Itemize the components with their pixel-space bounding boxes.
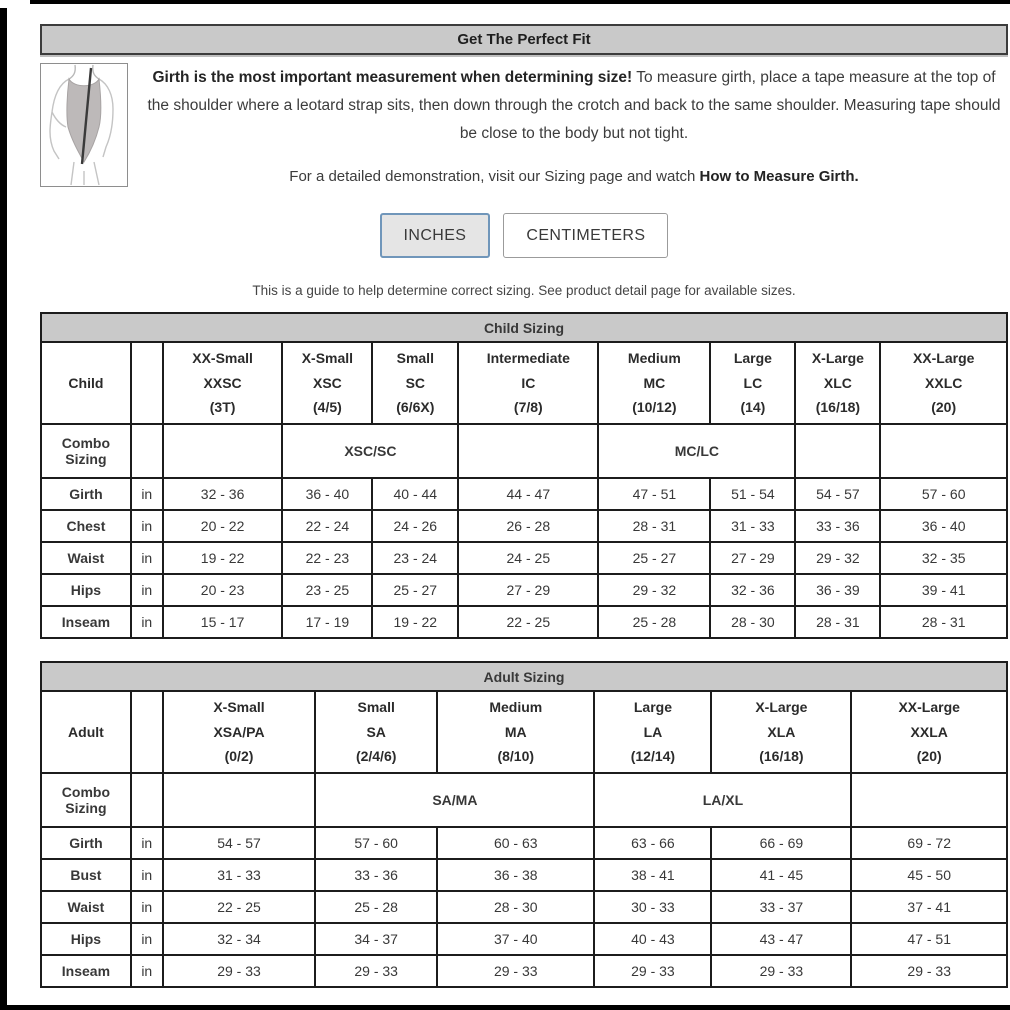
measure-value: 40 - 43 [594,923,711,955]
combo-unit-cell [131,773,163,827]
intro-section [40,63,1008,187]
size-header-row [41,342,1007,424]
combo-row-label: Combo Sizing [41,424,131,478]
measure-value: 19 - 22 [372,606,458,638]
measure-value: 60 - 63 [437,827,594,859]
leotard-illustration-icon [41,64,127,186]
combo-span-cell: MC/LC [598,424,795,478]
measure-value: 37 - 40 [437,923,594,955]
measure-value: 54 - 57 [795,478,880,510]
window-border-bottom [0,1005,1010,1010]
size-header-name: Small [396,350,434,367]
size-header-sizes: (4/5) [313,399,342,416]
window-border-left [0,8,7,1010]
table-row [41,542,1007,574]
girth-instructions-lead: Girth is the most important measurement when determining size! [152,69,633,86]
size-header-name: X-Small [301,350,354,367]
measure-row-label: Waist [41,542,131,574]
size-header-name: Medium [489,699,543,716]
table-row [41,955,1007,987]
measure-value: 44 - 47 [458,478,598,510]
table-row [41,827,1007,859]
size-header-sizes: (3T) [209,399,236,416]
measure-value: 24 - 26 [372,510,458,542]
unit-cell: in [131,891,163,923]
measure-value: 22 - 23 [282,542,372,574]
measure-value: 24 - 25 [458,542,598,574]
size-header-code: IC [521,374,536,391]
size-header-sizes: (20) [916,748,942,765]
measure-value: 25 - 27 [598,542,710,574]
intro-text-column [140,63,1008,187]
measure-value: 28 - 30 [710,606,795,638]
measure-value: 26 - 28 [458,510,598,542]
size-header-sizes: (16/18) [815,399,861,416]
measure-value: 29 - 33 [711,955,851,987]
size-header-sizes: (16/18) [759,748,804,765]
combo-span-cell [163,773,316,827]
size-header-row [41,691,1007,773]
size-header-name: XX-Small [192,350,253,367]
measure-value: 25 - 28 [598,606,710,638]
measure-value: 32 - 36 [710,574,795,606]
unit-column-header [131,691,163,773]
size-column-header [598,342,710,424]
size-header-sizes: (14) [740,399,766,416]
measure-value: 36 - 40 [880,510,1007,542]
measure-value: 29 - 33 [594,955,711,987]
measure-value: 32 - 36 [163,478,283,510]
unit-cell: in [131,859,163,891]
measure-value: 32 - 34 [163,923,316,955]
size-column-header [880,342,1007,424]
size-header-code: MC [643,374,666,391]
demo-note-bold: How to Measure Girth. [699,167,859,185]
measure-value: 47 - 51 [598,478,710,510]
measure-value: 29 - 33 [437,955,594,987]
measure-value: 57 - 60 [880,478,1007,510]
child-sizing-table [40,312,1008,639]
size-column-header [282,342,372,424]
unit-cell: in [131,542,163,574]
measure-value: 20 - 23 [163,574,283,606]
measure-value: 25 - 28 [315,891,437,923]
size-header-code: MA [504,723,527,740]
size-header-name: Medium [627,350,681,367]
measure-value: 33 - 36 [315,859,437,891]
size-column-header [163,342,283,424]
table-row [41,574,1007,606]
measure-value: 45 - 50 [851,859,1007,891]
size-header-sizes: (8/10) [497,748,535,765]
size-column-header [710,342,795,424]
leotard-girth-diagram-image [40,63,128,187]
girth-instructions-body: To measure girth, place a tape measure at the top of the shoulder where a leotard strap sits, then down through the crotch and back to the same shoulder. Measuring tape should be close to the body but not tight. [147,69,1001,142]
size-header-code: XXSC [203,374,242,391]
unit-cell: in [131,574,163,606]
corner-label: Adult [41,691,131,773]
combo-sizing-row [41,773,1007,827]
unit-cell: in [131,606,163,638]
unit-cell: in [131,923,163,955]
demo-note [140,168,1008,185]
measure-value: 38 - 41 [594,859,711,891]
measure-value: 34 - 37 [315,923,437,955]
table-row [41,923,1007,955]
measure-value: 28 - 31 [880,606,1007,638]
size-column-header [437,691,594,773]
demo-note-prefix: For a detailed demonstration, visit our Sizing page and watch [289,167,700,185]
unit-cell: in [131,827,163,859]
corner-label: Child [41,342,131,424]
inches-button[interactable]: INCHES [380,213,491,258]
measure-value: 41 - 45 [711,859,851,891]
size-header-name: XX-Large [898,699,960,716]
measure-value: 43 - 47 [711,923,851,955]
measure-value: 22 - 24 [282,510,372,542]
measure-value: 39 - 41 [880,574,1007,606]
guide-note: This is a guide to help determine correct sizing. See product detail page for available sizes. [252,283,796,298]
table-row [41,859,1007,891]
combo-span-cell [795,424,880,478]
size-column-header [458,342,598,424]
measure-row-label: Waist [41,891,131,923]
measure-value: 29 - 32 [795,542,880,574]
table-title: Child Sizing [41,313,1007,342]
table-title-row [41,313,1007,342]
measure-value: 20 - 22 [163,510,283,542]
measure-row-label: Girth [41,827,131,859]
size-header-name: Large [633,699,672,716]
measure-value: 54 - 57 [163,827,316,859]
measure-value: 22 - 25 [458,606,598,638]
measure-value: 51 - 54 [710,478,795,510]
measure-value: 33 - 37 [711,891,851,923]
measure-row-label: Bust [41,859,131,891]
measure-value: 32 - 35 [880,542,1007,574]
measure-value: 23 - 24 [372,542,458,574]
measure-value: 36 - 39 [795,574,880,606]
size-column-header [851,691,1007,773]
measure-value: 31 - 33 [710,510,795,542]
size-header-sizes: (20) [931,399,957,416]
unit-cell: in [131,955,163,987]
combo-span-cell [163,424,283,478]
measure-value: 29 - 33 [851,955,1007,987]
sizing-page [40,24,1008,988]
size-column-header [315,691,437,773]
measure-value: 36 - 40 [282,478,372,510]
size-header-sizes: (6/6X) [396,399,435,416]
size-column-header [372,342,458,424]
size-header-sizes: (0/2) [224,748,254,765]
page-title [40,24,1008,55]
measure-value: 40 - 44 [372,478,458,510]
combo-row-label: Combo Sizing [41,773,131,827]
measure-row-label: Girth [41,478,131,510]
measure-value: 15 - 17 [163,606,283,638]
size-column-header [594,691,711,773]
size-header-sizes: (10/12) [632,399,677,416]
centimeters-button[interactable]: CENTIMETERS [503,213,668,258]
size-header-sizes: (12/14) [630,748,676,765]
size-header-code: XSA/PA [213,723,265,740]
size-header-code: XXLA [910,723,948,740]
size-header-name: X-Large [811,350,864,367]
measure-value: 57 - 60 [315,827,437,859]
size-header-code: XLC [823,374,852,391]
measure-value: 17 - 19 [282,606,372,638]
measure-value: 23 - 25 [282,574,372,606]
unit-toggle [40,213,1008,258]
size-header-code: XSC [313,374,342,391]
size-header-name: Intermediate [486,350,570,367]
combo-span-cell: SA/MA [315,773,594,827]
table-row [41,478,1007,510]
measure-value: 28 - 31 [795,606,880,638]
size-header-name: Small [357,699,395,716]
size-header-sizes: (2/4/6) [355,748,397,765]
measure-value: 36 - 38 [437,859,594,891]
size-header-name: X-Large [755,699,808,716]
measure-value: 31 - 33 [163,859,316,891]
measure-value: 19 - 22 [163,542,283,574]
size-header-code: SA [366,723,386,740]
measure-value: 37 - 41 [851,891,1007,923]
table-title-row [41,662,1007,691]
table-row [41,606,1007,638]
measure-value: 30 - 33 [594,891,711,923]
measure-value: 28 - 31 [598,510,710,542]
measure-value: 47 - 51 [851,923,1007,955]
measure-row-label: Hips [41,923,131,955]
size-header-code: LA [643,723,663,740]
unit-cell: in [131,510,163,542]
page-title-text: Get The Perfect Fit [457,31,591,48]
girth-instructions [140,63,1008,148]
size-header-name: Large [733,350,772,367]
table-row [41,891,1007,923]
size-header-sizes: (7/8) [513,399,543,416]
table-row [41,510,1007,542]
combo-span-cell [880,424,1007,478]
combo-span-cell: XSC/SC [282,424,458,478]
combo-sizing-row [41,424,1007,478]
measure-value: 63 - 66 [594,827,711,859]
size-column-header [795,342,880,424]
combo-unit-cell [131,424,163,478]
size-header-name: X-Small [213,699,265,716]
combo-span-cell [458,424,598,478]
adult-sizing-table [40,661,1008,988]
size-column-header [163,691,316,773]
measure-value: 29 - 33 [315,955,437,987]
unit-cell: in [131,478,163,510]
size-column-header [711,691,851,773]
size-header-code: SC [405,374,426,391]
measure-row-label: Hips [41,574,131,606]
combo-span-cell [851,773,1007,827]
table-title: Adult Sizing [41,662,1007,691]
measure-value: 25 - 27 [372,574,458,606]
size-header-code: XLA [767,723,796,740]
size-header-name: XX-Large [912,350,975,367]
measure-row-label: Chest [41,510,131,542]
measure-value: 69 - 72 [851,827,1007,859]
measure-value: 29 - 32 [598,574,710,606]
measure-row-label: Inseam [41,955,131,987]
measure-value: 27 - 29 [710,542,795,574]
measure-value: 28 - 30 [437,891,594,923]
measure-row-label: Inseam [41,606,131,638]
window-border-top [30,0,1010,4]
measure-value: 33 - 36 [795,510,880,542]
measure-value: 66 - 69 [711,827,851,859]
size-header-code: XXLC [925,374,963,391]
measure-value: 29 - 33 [163,955,316,987]
size-header-code: LC [743,374,763,391]
measure-value: 22 - 25 [163,891,316,923]
combo-span-cell: LA/XL [594,773,851,827]
measure-value: 27 - 29 [458,574,598,606]
unit-column-header [131,342,163,424]
